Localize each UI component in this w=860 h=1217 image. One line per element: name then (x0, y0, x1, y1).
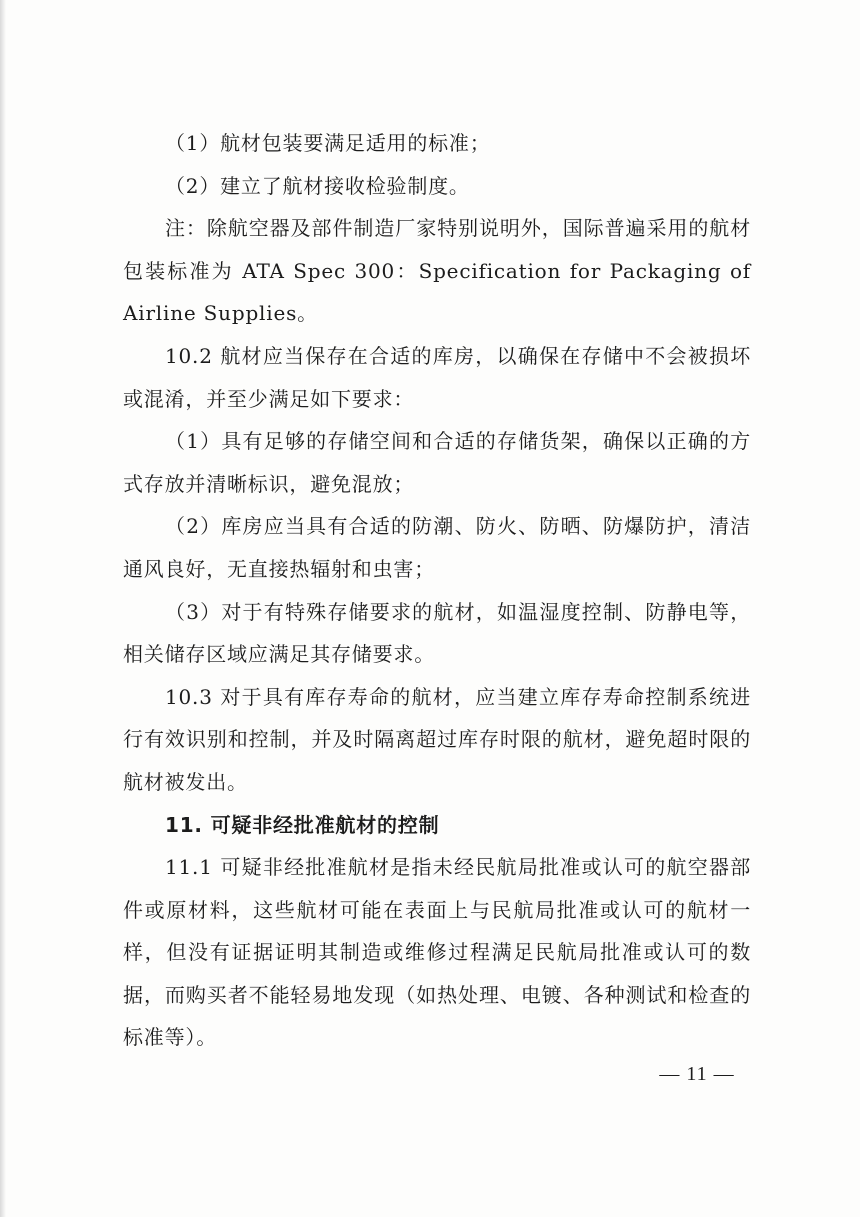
note-packaging-standard: 注：除航空器及部件制造厂家特别说明外，国际普遍采用的航材包装标准为 ATA Spec 300：Specification for Packaging of Airline Supplies。 (123, 216, 751, 326)
list-item-special-storage: （3）对于有特殊存储要求的航材，如温湿度控制、防静电等，相关储存区域应满足其存储要求。 (123, 599, 751, 667)
document-body (123, 122, 751, 1059)
list-item-receiving-inspection: （2）建立了航材接收检验制度。 (165, 173, 470, 198)
list-item-warehouse-protection: （2）库房应当具有合适的防潮、防火、防晒、防爆防护，清洁通风良好，无直接热辐射和虫害； (123, 514, 751, 581)
list-item-packaging-standard: （1）航材包装要满足适用的标准； (165, 131, 491, 155)
page-number: — 11 — (659, 1063, 735, 1085)
section-heading-11: 11. 可疑非经批准航材的控制 (165, 812, 440, 837)
list-item-storage-space: （1）具有足够的存储空间和合适的存储货架，确保以正确的方式存放并清晰标识，避免混放； (123, 429, 751, 496)
clause-11-1: 11.1 可疑非经批准航材是指未经民航局批准或认可的航空器部件或原材料，这些航材可能在表面上与民航局批准或认可的航材一样，但没有证据证明其制造或维修过程满足民航局批准或认可的数据，而购买者不能轻易地发现（如热处理、电镀、各种测试和检查的标准等）。 (123, 855, 751, 1050)
clause-10-2: 10.2 航材应当保存在合适的库房，以确保在存储中不会被损坏或混淆，并至少满足如下要求： (123, 343, 751, 411)
clause-10-3: 10.3 对于具有库存寿命的航材，应当建立库存寿命控制系统进行有效识别和控制，并及时隔离超过库存时限的航材，避免超时限的航材被发出。 (123, 684, 751, 794)
scan-edge-shadow (0, 0, 6, 1217)
